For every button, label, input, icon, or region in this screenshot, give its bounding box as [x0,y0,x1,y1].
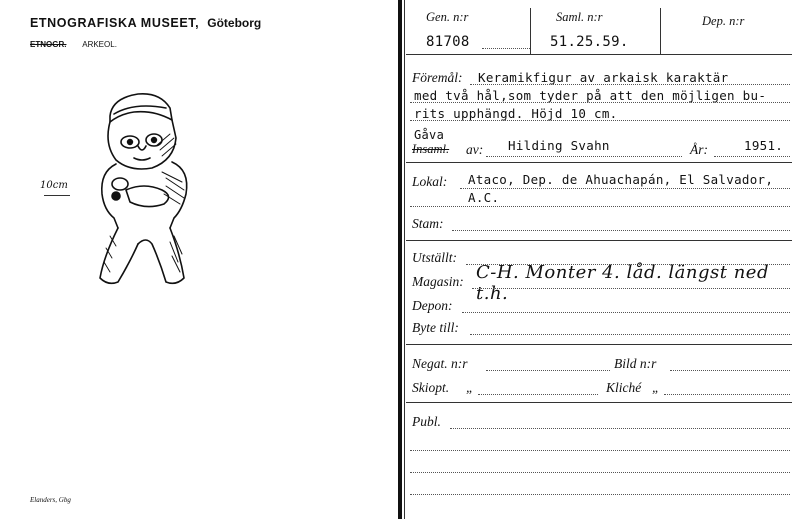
department-line [30,40,117,49]
depon-dots [462,312,790,313]
av-value: Hilding Svahn [508,138,610,153]
ar-dots [714,156,790,157]
gen-dots [482,48,530,49]
magasin-dots [472,288,790,289]
publ-dots-3 [410,472,790,473]
saml-divider [660,8,661,54]
dep-label: Dep. n:r [702,14,745,28]
foremal-line-3: rits upphängd. Höjd 10 cm. [414,106,618,121]
lokal-dots-2 [410,206,790,207]
rule-after-gava [406,162,792,163]
negat-label: Negat. n:r [412,356,468,371]
gava-label: Gåva [414,128,445,142]
printer-mark: Elanders, Gbg [30,496,71,504]
gen-label: Gen. n:r [426,10,469,24]
department-label: ARKEOL. [82,40,117,49]
museum-location: Göteborg [207,16,262,30]
card-left-border [398,0,402,519]
gen-value: 81708 [426,34,470,50]
utstallt-label: Utställt: [412,250,458,265]
negat-dots [486,370,610,371]
saml-label: Saml. n:r [556,10,603,24]
saml-value: 51.25.59. [550,34,629,50]
lokal-label: Lokal: [412,174,448,189]
bild-dots [670,370,790,371]
magasin-value: C-H. Monter 4. låd. längst ned t.h. [476,262,769,304]
skiopt-dots [478,394,598,395]
insaml-label: Insaml. [412,142,450,156]
foremal-dots-3 [410,120,790,121]
kliche-value: „ [652,380,660,395]
kliche-label: Kliché [606,380,642,395]
gen-divider [530,8,531,54]
rule-after-skiopt [406,402,792,403]
museum-name: ETNOGRAFISKA MUSEET, [30,16,200,30]
ar-value: 1951. [744,138,784,153]
bild-label: Bild n:r [614,356,657,371]
foremal-label: Föremål: [412,70,463,85]
magasin-label: Magasin: [412,274,464,289]
top-row-rule [406,54,792,55]
skiopt-value: „ [466,380,474,395]
byte-label: Byte till: [412,320,459,335]
figurine-drawing [90,86,210,296]
av-label: av: [466,142,484,157]
museum-header [30,16,261,30]
lokal-dots-1 [460,188,790,189]
height-note-line [44,195,70,196]
stam-label: Stam: [412,216,444,231]
publ-dots-4 [410,494,790,495]
foremal-dots-2 [410,102,790,103]
foremal-line-1: Keramikfigur av arkaisk karaktär [478,70,729,85]
height-note: 10cm [40,180,68,191]
av-dots [486,156,682,157]
rule-after-stam [406,240,792,241]
publ-label: Publ. [412,414,441,429]
publ-dots-2 [410,450,790,451]
depon-label: Depon: [412,298,453,313]
byte-dots [470,334,790,335]
skiopt-label: Skiopt. [412,380,450,395]
ar-label: År: [690,142,708,157]
card-left-border-inner [404,0,405,519]
foremal-dots-1 [470,84,790,85]
lokal-line-1: Ataco, Dep. de Ahuachapán, El Salvador, [468,172,774,187]
stam-dots [452,230,790,231]
lokal-line-2: A.C. [468,190,500,205]
publ-dots-1 [450,428,790,429]
rule-after-byte [406,344,792,345]
department-struck: ETNOGR. [30,40,67,49]
kliche-dots [664,394,790,395]
foremal-line-2: med två hål,som tyder på att den möjligen bu- [414,88,767,103]
